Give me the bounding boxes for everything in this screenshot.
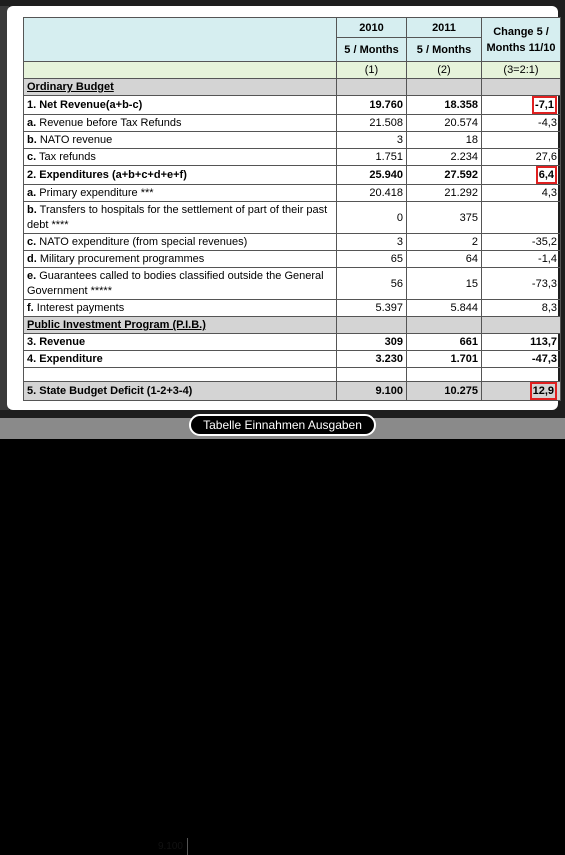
row-label-text: 4. Expenditure [27,353,103,365]
cell-v2010: 3.230 [337,351,407,368]
cell-v2011: 2.234 [407,149,482,166]
table-row [24,251,561,268]
cell-v2011: 661 [407,334,482,351]
cell-v2011 [407,317,482,334]
row-label-text: 2. Expenditures (a+b+c+d+e+f) [27,169,187,181]
row-label [24,300,337,317]
row-label [24,351,337,368]
cell-change: 8,3 [482,300,561,317]
cell-v2011: 10.275 [407,382,482,401]
table-row [24,234,561,251]
row-label [24,149,337,166]
cell-v2010: 3 [337,234,407,251]
cell-change [482,368,561,382]
table-row [24,351,561,368]
cell-change [482,166,561,185]
row-label-text: Tax refunds [36,151,96,163]
cell-change [482,317,561,334]
lightbox-popup [7,6,558,410]
cell-v2011: 5.844 [407,300,482,317]
cell-change [482,382,561,401]
header-2010: 2010 [337,18,407,38]
cell-change: 27,6 [482,149,561,166]
cell-v2010: 9.100 [337,382,407,401]
cell-change: 4,3 [482,185,561,202]
cell-change [482,202,561,234]
cell-change [482,132,561,149]
table-row [24,368,561,382]
row-label [24,334,337,351]
row-label [24,115,337,132]
cell-change [482,79,561,96]
row-label-text: 1. Net Revenue(a+b-c) [27,99,143,111]
table-row [24,96,561,115]
cell-v2010: 19.760 [337,96,407,115]
row-label-text: 5. State Budget Deficit (1-2+3-4) [27,385,193,397]
cell-change: -35,2 [482,234,561,251]
highlighted-value: -7,1 [532,96,557,114]
row-label [24,132,337,149]
row-prefix: a. [27,117,37,129]
cell-v2011: 64 [407,251,482,268]
cell-v2010: 309 [337,334,407,351]
header-2011: 2011 [407,18,482,38]
row-label-text: Guarantees called to bodies classified outside the General Government ***** [27,269,324,297]
row-label [24,185,337,202]
row-label-text: Transfers to hospitals for the settlement of part of their past debt **** [27,203,328,231]
cell-v2011: 20.574 [407,115,482,132]
row-label-text: Military procurement programmes [36,253,205,265]
cell-v2011: 1.701 [407,351,482,368]
row-label [24,251,337,268]
table-row [24,79,561,96]
cell-v2010: 21.508 [337,115,407,132]
table-container [23,17,560,401]
header-row-index [24,62,561,79]
row-prefix: b. [27,134,37,146]
header-change [482,18,561,62]
header-blank [24,18,337,62]
row-label-text: Primary expenditure *** [36,187,154,199]
cell-v2011: 375 [407,202,482,234]
row-label [24,268,337,300]
cell-v2011: 15 [407,268,482,300]
row-prefix: a. [27,187,37,199]
table-row [24,382,561,401]
cell-v2010: 5.397 [337,300,407,317]
row-label [24,166,337,185]
table-row [24,268,561,300]
cell-v2010: 25.940 [337,166,407,185]
row-label [24,96,337,115]
table-row [24,132,561,149]
cell-v2010 [337,79,407,96]
cell-v2011: 21.292 [407,185,482,202]
row-prefix: d. [27,253,37,265]
table-row [24,317,561,334]
table-row [24,185,561,202]
highlighted-value: 6,4 [536,166,557,184]
header-months-2010: 5 / Months [337,38,407,62]
row-label-text: Public Investment Program (P.I.B.) [27,319,206,331]
table-row [24,149,561,166]
cell-change: -73,3 [482,268,561,300]
index-blank [24,62,337,79]
table-row [24,334,561,351]
cell-change: -4,3 [482,115,561,132]
cell-change: -47,3 [482,351,561,368]
table-row [24,115,561,132]
background-cell: 9.100 [120,838,188,855]
row-prefix: b. [27,203,37,216]
cell-v2011: 2 [407,234,482,251]
cell-change [482,96,561,115]
row-label-text: 3. Revenue [27,336,86,348]
cell-v2011 [407,368,482,382]
cell-v2010 [337,317,407,334]
cell-v2010 [337,368,407,382]
row-label [24,79,337,96]
table-row [24,300,561,317]
row-label-text: Interest payments [33,302,125,314]
cell-v2011: 18 [407,132,482,149]
table-row [24,202,561,234]
cell-change: -1,4 [482,251,561,268]
row-label-text: Revenue before Tax Refunds [36,117,182,129]
row-label-text: NATO revenue [36,134,113,146]
row-prefix: f. [27,302,34,314]
highlighted-value: 12,9 [530,382,557,400]
budget-table [23,17,561,401]
row-label [24,368,337,382]
header-change-line1: Change 5 / [493,25,549,38]
row-prefix: c. [27,236,37,248]
row-label-text: NATO expenditure (from special revenues) [36,236,248,248]
row-label-text: Ordinary Budget [27,81,114,93]
header-months-2011: 5 / Months [407,38,482,62]
index-col-1: (1) [337,62,407,79]
index-col-3: (3=2:1) [482,62,561,79]
cell-v2011: 27.592 [407,166,482,185]
cell-v2010: 56 [337,268,407,300]
cell-v2010: 3 [337,132,407,149]
row-label [24,317,337,334]
header-change-line2: Months 11/10 [486,41,556,54]
index-col-2: (2) [407,62,482,79]
row-label [24,382,337,401]
row-label [24,202,337,234]
cell-v2010: 1.751 [337,149,407,166]
cell-v2010: 65 [337,251,407,268]
table-row [24,166,561,185]
image-caption-button[interactable]: Tabelle Einnahmen Ausgaben [189,414,376,436]
cell-v2010: 20.418 [337,185,407,202]
row-prefix: c. [27,151,37,163]
cell-v2010: 0 [337,202,407,234]
cell-v2011: 18.358 [407,96,482,115]
row-label [24,234,337,251]
cell-v2011 [407,79,482,96]
row-prefix: e. [27,269,37,282]
header-row-years [24,18,561,38]
cell-change: 113,7 [482,334,561,351]
